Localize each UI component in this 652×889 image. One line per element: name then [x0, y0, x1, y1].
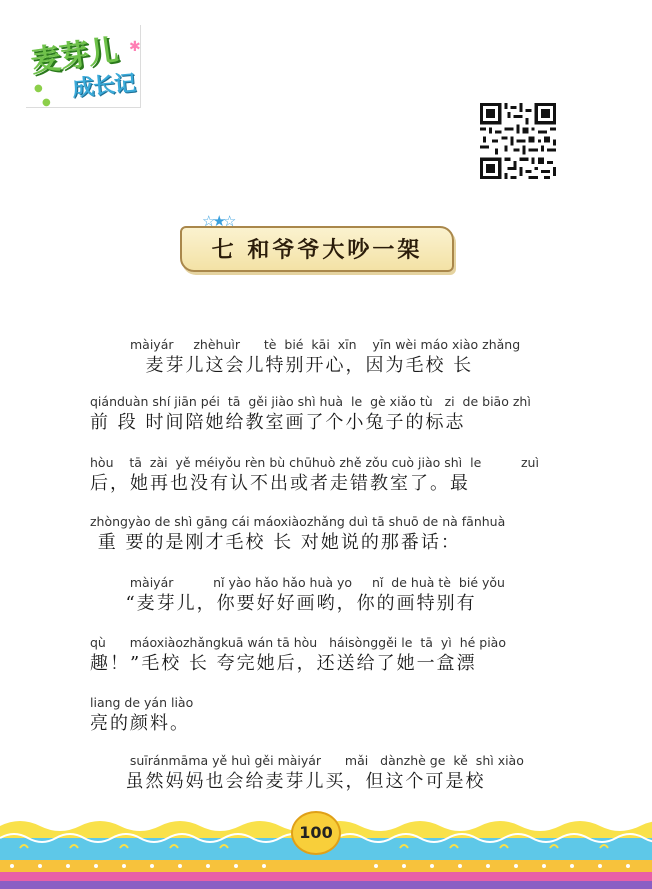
- text-line: liang de yán liào 亮的颜料。: [90, 695, 194, 734]
- chapter-title-banner: [174, 212, 456, 274]
- text-line: màiyár zhèhuìr tè bié kāi xīn yīn wèi máo xiào zhǎng 麦芽儿这会儿特别开心，因为毛校 长: [130, 337, 521, 376]
- qr-code-icon: [480, 103, 556, 179]
- pink-star-icon: ✱: [129, 39, 141, 55]
- series-logo: [26, 25, 141, 108]
- text-line: hòu tā zài yě méiyǒu rèn bù chūhuò zhě zǒu cuò jiào shì le zuì 后，她再也没有认不出或者走错教室了。最: [90, 455, 539, 494]
- text-line: zhòngyào de shì gāng cái máoxiàozhǎng duì tā shuō de nà fānhuà 重 要的是刚才毛校 长 对她说的那番话：: [90, 514, 506, 553]
- text-line: qiánduàn shí jiān péi tā gěi jiào shì huà le gè xiǎo tù zi de biāo zhì 前 段 时间陪她给教室画了个小兔子的标志: [90, 394, 531, 433]
- logo-line2: 成长记: [71, 71, 137, 102]
- text-line: suīránmāma yě huì gěi màiyár mǎi dànzhè ge kě shì xiào 虽然妈妈也会给麦芽儿买，但这个可是校: [110, 753, 524, 792]
- chapter-title: 七 和爷爷大吵一架: [211, 238, 423, 263]
- page-number: 100: [291, 811, 341, 855]
- text-line: qù máoxiàozhǎngkuā wán tā hòu háisònggěi le tā yì hé piào 趣！”毛校 长 夸完她后，还送给了她一盒漂: [90, 635, 506, 674]
- text-line: màiyár nǐ yào hǎo hǎo huà yo nǐ de huà tè bié yǒu “麦芽儿，你要好好画哟，你的画特别有: [110, 575, 505, 614]
- green-dot-icon: ●: [34, 83, 43, 94]
- logo-line1: 麦芽儿: [28, 33, 120, 80]
- star-decoration-icon: ☆★☆: [202, 212, 234, 230]
- green-dot-icon: ●: [42, 97, 51, 108]
